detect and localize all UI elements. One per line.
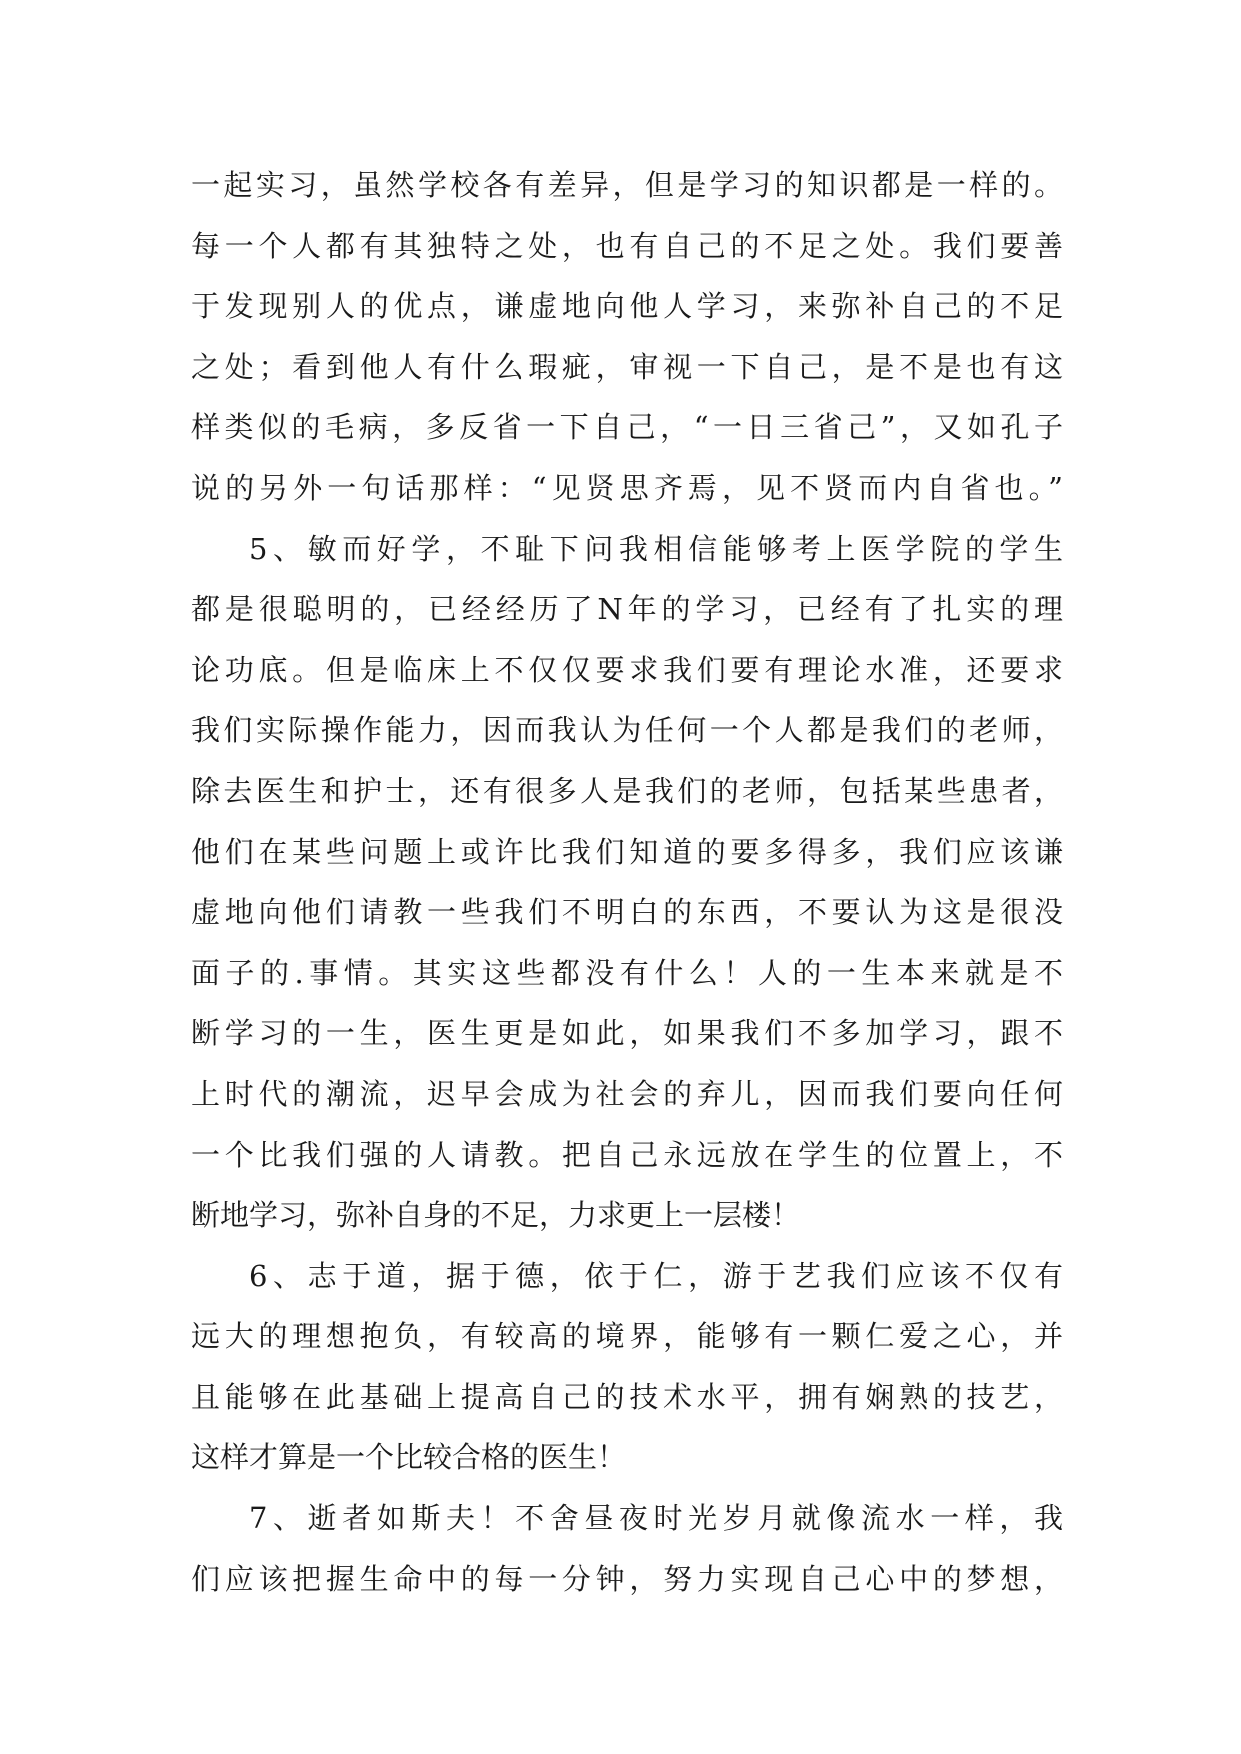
text-line: 上时代的潮流，迟早会成为社会的弃儿，因而我们要向任何 — [191, 1076, 1063, 1111]
text-line: 断地学习，弥补自身的不足，力求更上一层楼！ — [191, 1198, 801, 1233]
text-line: 面子的.事情。其实这些都没有什么！人的一生本来就是不 — [191, 955, 1063, 990]
text-line: 之处；看到他人有什么瑕疵，审视一下自己，是不是也有这 — [191, 349, 1063, 384]
text-line: 6、志于道，据于德，依于仁，游于艺我们应该不仅有 — [249, 1258, 1063, 1293]
text-line: 虚地向他们请教一些我们不明白的东西，不要认为这是很没 — [191, 895, 1063, 930]
text-line: 这样才算是一个比较合格的医生！ — [191, 1440, 627, 1475]
text-line: 一起实习，虽然学校各有差异，但是学习的知识都是一样的。 — [191, 168, 1063, 202]
text-line: 们应该把握生命中的每一分钟，努力实现自己心中的梦想， — [191, 1561, 1063, 1596]
text-line: 都是很聪明的，已经经历了N年的学习，已经有了扎实的理 — [191, 592, 1063, 627]
text-line: 断学习的一生，医生更是如此，如果我们不多加学习，跟不 — [191, 1016, 1063, 1051]
text-line: 7、逝者如斯夫！不舍昼夜时光岁月就像流水一样，我 — [249, 1501, 1063, 1536]
text-line: 样类似的毛病，多反省一下自己，“一日三省己”，又如孔子 — [191, 410, 1063, 445]
text-line: 一个比我们强的人请教。把自己永远放在学生的位置上，不 — [191, 1137, 1063, 1172]
text-line: 他们在某些问题上或许比我们知道的要多得多，我们应该谦 — [191, 834, 1063, 869]
text-line: 除去医生和护士，还有很多人是我们的老师，包括某些患者， — [191, 773, 1063, 808]
text-line: 我们实际操作能力，因而我认为任何一个人都是我们的老师， — [191, 713, 1063, 748]
text-line: 且能够在此基础上提高自己的技术水平，拥有娴熟的技艺， — [191, 1379, 1063, 1414]
body-text — [191, 155, 1063, 1609]
text-line: 5、敏而好学，不耻下问我相信能够考上医学院的学生 — [249, 531, 1063, 566]
text-line: 每一个人都有其独特之处，也有自己的不足之处。我们要善 — [191, 228, 1063, 263]
text-line: 于发现别人的优点，谦虚地向他人学习，来弥补自己的不足 — [191, 289, 1063, 324]
text-line: 论功底。但是临床上不仅仅要求我们要有理论水准，还要求 — [191, 652, 1063, 687]
text-line: 说的另外一句话那样：“见贤思齐焉，见不贤而内自省也。” — [191, 470, 1063, 505]
text-line: 远大的理想抱负，有较高的境界，能够有一颗仁爱之心，并 — [191, 1319, 1063, 1354]
